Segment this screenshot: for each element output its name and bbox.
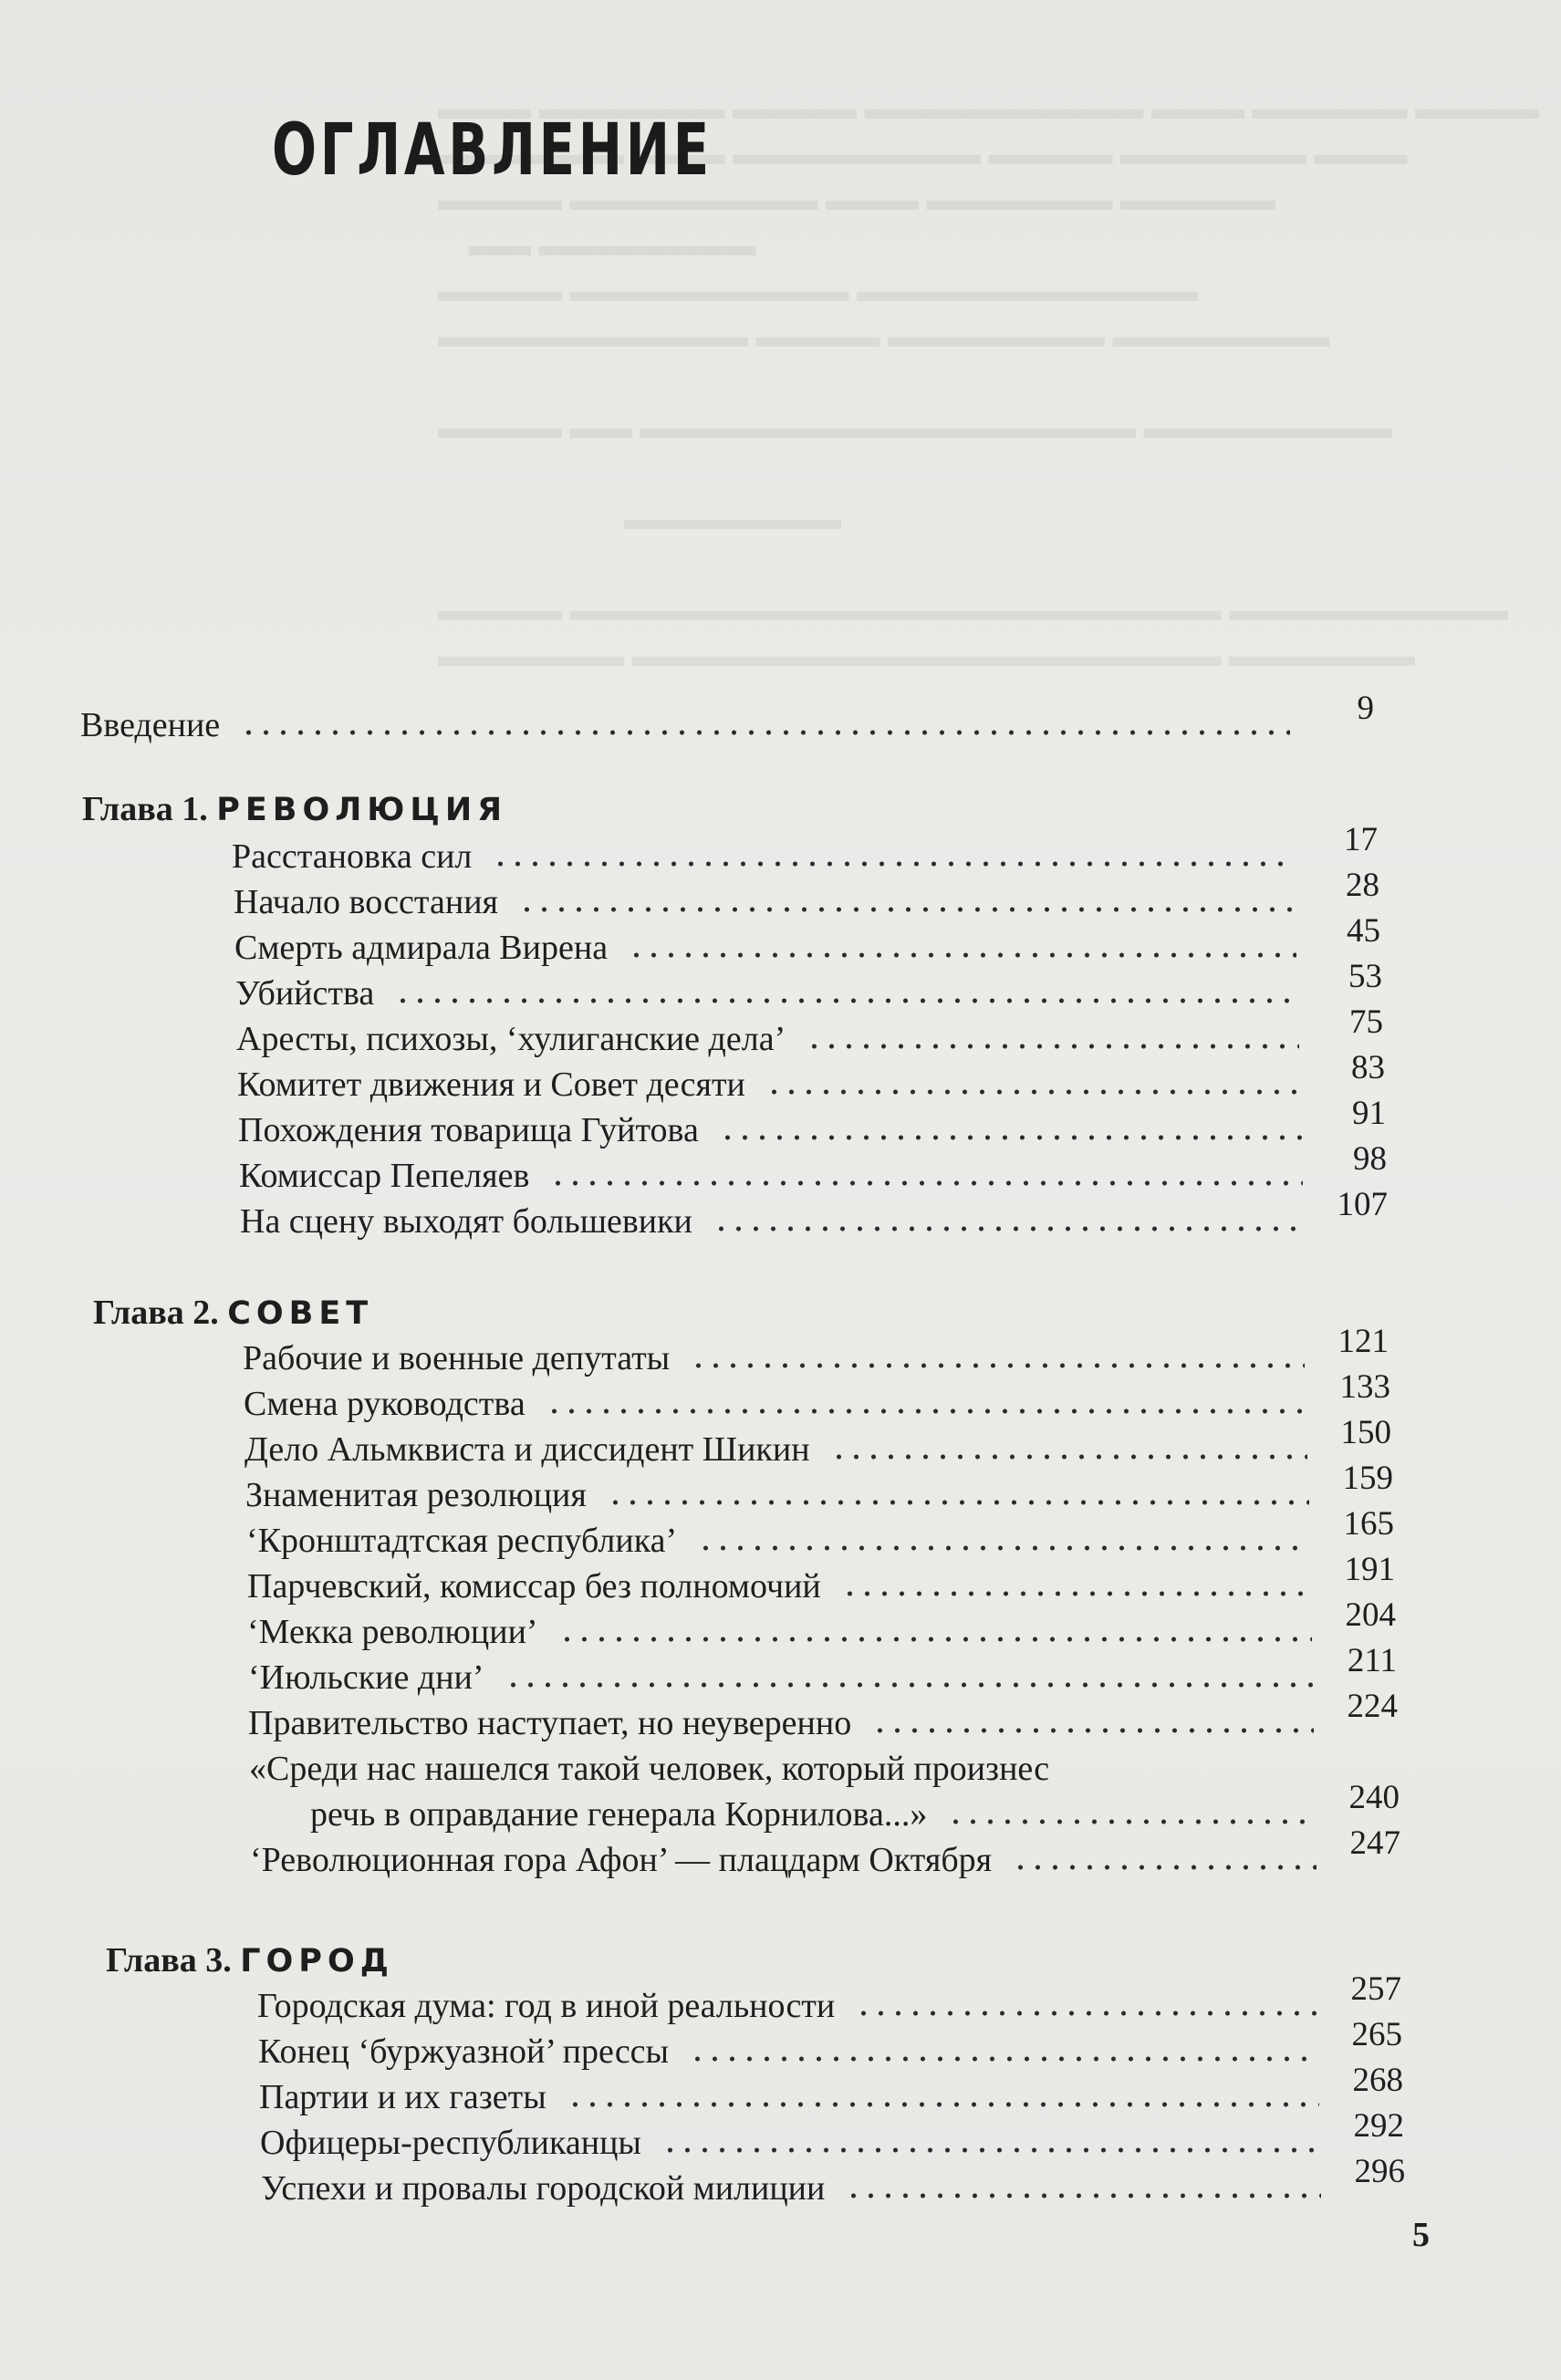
toc-entry[interactable] (259, 2062, 1403, 2118)
toc-entry-text: Аресты, психозы, ‘хулиганские дела’ (236, 1020, 786, 1058)
toc-entry[interactable] (234, 867, 1379, 923)
chapter-label: Глава 1. (82, 790, 208, 828)
chapter-heading-2[interactable] (93, 1290, 373, 1336)
toc-page-number: 165 (1343, 1505, 1394, 1543)
dot-leader (690, 1361, 1305, 1370)
dot-leader (871, 1726, 1314, 1735)
toc-entry-text: Партии и их газеты (259, 2078, 546, 2116)
dot-leader (240, 728, 1290, 737)
toc-entry-intro[interactable] (80, 690, 1374, 746)
toc-page-number: 296 (1354, 2153, 1405, 2190)
dot-leader (806, 1042, 1299, 1051)
dot-leader (855, 2009, 1317, 2018)
dot-leader (830, 1452, 1307, 1461)
toc-entry-text: Убийства (235, 974, 375, 1013)
toc-entry-text: Рабочие и военные депутаты (243, 1339, 671, 1377)
toc-entry[interactable] (239, 1140, 1387, 1197)
toc-page-number: 211 (1347, 1642, 1397, 1679)
toc-entry[interactable] (257, 1970, 1401, 2027)
dot-leader (841, 1589, 1311, 1598)
dot-leader (661, 2146, 1320, 2155)
toc-page-number: 257 (1350, 1970, 1401, 2008)
toc-page-number: 265 (1351, 2016, 1402, 2053)
dot-leader (567, 2100, 1319, 2109)
toc-entry[interactable] (247, 1596, 1396, 1653)
toc-entry-first-line[interactable] (249, 1742, 1327, 1790)
dot-leader (558, 1635, 1312, 1644)
toc-page-number: 133 (1339, 1368, 1390, 1406)
toc-page-number: 268 (1352, 2062, 1403, 2099)
dot-leader (546, 1407, 1306, 1416)
toc-page-number: 107 (1337, 1186, 1388, 1223)
toc-entry[interactable] (248, 1642, 1397, 1699)
toc-entry[interactable] (237, 1049, 1385, 1106)
toc-entry-text: Офицеры-республиканцы (260, 2124, 641, 2162)
toc-page-number: 204 (1345, 1596, 1396, 1634)
toc-entry[interactable] (240, 1186, 1388, 1242)
toc-page-number: 75 (1349, 1003, 1383, 1041)
toc-entry[interactable] (250, 1824, 1400, 1881)
toc-entry-text: Конец ‘буржуазной’ прессы (258, 2032, 670, 2071)
chapter-heading-1[interactable] (82, 786, 507, 832)
toc-page-number: 98 (1353, 1140, 1387, 1178)
dot-leader (845, 2191, 1321, 2200)
toc-page-number: 83 (1351, 1049, 1385, 1086)
toc-entry[interactable] (244, 1368, 1390, 1425)
chapter-label: Глава 2. (93, 1294, 219, 1332)
toc-entry-text: Парчевский, комиссар без полномочий (247, 1567, 821, 1606)
toc-entry-text: ‘Революционная гора Афон’ — плацдарм Октября (250, 1841, 993, 1879)
toc-entry-text: ‘Июльские дни’ (248, 1658, 484, 1697)
toc-entry-text: Успехи и провалы городской милиции (261, 2169, 826, 2208)
toc-entry[interactable] (258, 2016, 1402, 2073)
dot-leader (947, 1817, 1316, 1826)
dot-leader (505, 1680, 1313, 1689)
chapter-title: СОВЕТ (227, 1295, 374, 1332)
dot-leader (1012, 1863, 1316, 1872)
toc-page-number: 224 (1347, 1688, 1398, 1725)
toc-page-number: 17 (1344, 821, 1378, 858)
dot-leader (689, 2054, 1318, 2063)
toc-page-number: 45 (1347, 912, 1380, 950)
dot-leader (765, 1087, 1301, 1096)
toc-entry-continuation[interactable] (310, 1779, 1400, 1835)
toc-entry[interactable] (248, 1688, 1398, 1744)
toc-page-number: 53 (1348, 958, 1382, 995)
toc-entry-text: Комиссар Пепеляев (239, 1157, 530, 1195)
page-number: 5 (1412, 2216, 1430, 2254)
toc-entry-text: Расстановка сил (232, 837, 473, 876)
dot-leader (719, 1133, 1302, 1142)
dot-leader (492, 859, 1294, 868)
toc-entry[interactable] (232, 821, 1378, 878)
toc-entry[interactable] (238, 1095, 1386, 1151)
toc-entry[interactable] (245, 1414, 1391, 1471)
toc-entry[interactable] (236, 1003, 1383, 1060)
dot-leader (713, 1224, 1304, 1233)
toc-entry-text: Похождения товарища Гуйтова (238, 1111, 699, 1149)
dot-leader (628, 951, 1296, 960)
chapter-title: РЕВОЛЮЦИЯ (216, 792, 508, 828)
toc-entry[interactable] (246, 1505, 1394, 1562)
toc-entry[interactable] (234, 912, 1380, 969)
toc-entry[interactable] (261, 2153, 1405, 2209)
toc-page-number: 28 (1346, 867, 1379, 904)
toc-page-number: 247 (1349, 1824, 1400, 1862)
toc-entry-text: Начало восстания (234, 883, 499, 921)
toc-page-number: 9 (1357, 690, 1374, 727)
chapter-label: Глава 3. (106, 1941, 232, 1980)
toc-entry-text: Введение (80, 706, 221, 744)
toc-page-number: 292 (1353, 2107, 1404, 2145)
chapter-title: ГОРОД (240, 1943, 394, 1980)
toc-entry[interactable] (260, 2107, 1404, 2164)
toc-entry-text: На сцену выходят большевики (240, 1202, 692, 1241)
dot-leader (549, 1179, 1303, 1188)
toc-entry-text: речь в оправдание генерала Корнилова...» (310, 1795, 928, 1834)
toc-entry-text: ‘Кронштадтская республика’ (246, 1522, 678, 1560)
toc-entry-text: Правительство наступает, но неуверенно (248, 1704, 852, 1742)
page-title: ОГЛАВЛЕНИЕ (272, 109, 713, 192)
toc-entry-text: Комитет движения и Совет десяти (237, 1065, 745, 1104)
toc-page-number: 150 (1340, 1414, 1391, 1451)
toc-page-number: 91 (1352, 1095, 1386, 1132)
dot-leader (518, 905, 1296, 914)
toc-entry-text: «Среди нас нашелся такой человек, который произнес (249, 1750, 1050, 1788)
toc-entry[interactable] (243, 1323, 1389, 1379)
chapter-heading-3[interactable] (106, 1938, 394, 1983)
toc-page-number: 159 (1342, 1460, 1393, 1497)
toc-entry[interactable] (245, 1460, 1393, 1516)
toc-entry-text: ‘Мекка революции’ (247, 1613, 538, 1651)
dot-leader (697, 1543, 1310, 1553)
toc-entry-text: Смена руководства (244, 1385, 526, 1423)
dot-leader (607, 1498, 1309, 1507)
toc-entry-text: Смерть адмирала Вирена (234, 929, 609, 967)
toc-entry-text: Знаменитая резолюция (245, 1476, 587, 1514)
toc-page-number: 121 (1337, 1323, 1389, 1360)
toc-entry-text: Городская дума: год в иной реальности (257, 1987, 836, 2025)
show-through-texture: ▬▬▬ ▬▬▬▬▬▬ ▬▬▬▬ ▬▬▬▬▬▬▬▬▬ ▬▬▬ ▬▬▬▬▬ ▬▬▬▬ ▬▬▬▬▬▬ ▬▬▬ ▬▬▬▬▬▬▬▬ ▬▬▬▬ ▬▬▬▬▬▬ ▬▬▬ ▬▬▬▬ ▬▬▬▬▬▬▬▬ ▬▬▬ ▬▬▬▬▬▬ ▬▬▬▬▬ ▬▬ ▬▬▬▬▬▬▬ ▬▬▬▬ ▬▬▬▬▬▬▬▬▬ ▬▬▬▬▬▬▬▬▬▬▬ ▬▬▬▬▬▬▬▬▬▬ ▬▬▬▬ ▬▬▬▬▬▬▬ ▬▬▬▬▬▬▬ ▬▬▬▬ ▬▬ ▬▬▬▬▬▬▬▬▬▬▬▬▬▬▬▬ ▬▬▬▬▬▬▬▬ ▬▬▬▬▬▬▬ ▬▬▬▬ ▬▬▬▬▬▬▬▬▬▬▬▬▬▬▬▬▬▬▬▬▬ ▬▬▬▬▬▬▬▬▬ ▬▬▬▬▬▬ ▬▬▬▬▬▬▬▬▬▬▬▬▬▬▬▬▬▬▬ ▬▬▬▬▬▬ (438, 92, 1539, 673)
toc-entry[interactable] (247, 1551, 1395, 1607)
toc-entry-text: Дело Альмквиста и диссидент Шикин (245, 1430, 810, 1469)
toc-page-number: 191 (1344, 1551, 1395, 1588)
toc-page-number: 240 (1348, 1779, 1400, 1816)
toc-entry[interactable] (235, 958, 1382, 1014)
dot-leader (394, 996, 1298, 1005)
